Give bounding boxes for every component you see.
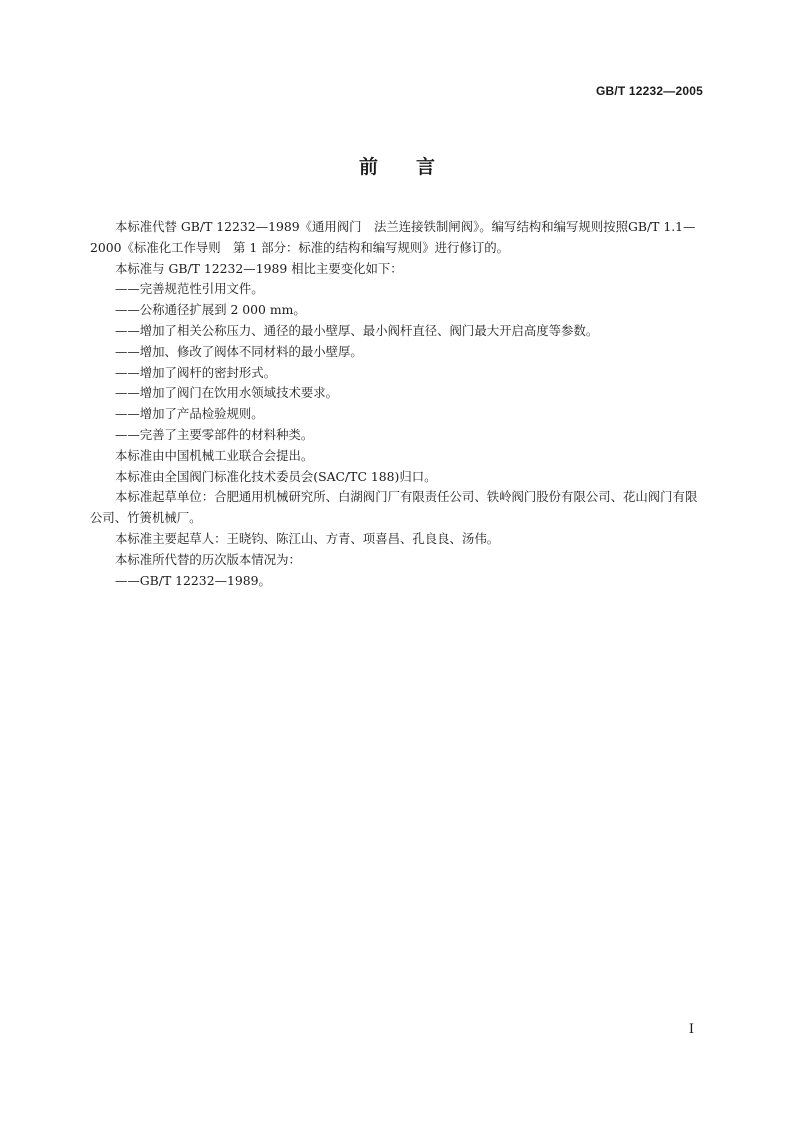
standard-number: GB/T 12232—2005 (595, 84, 703, 98)
paragraph-proposer: 本标准由中国机械工业联合会提出。 (115, 447, 314, 463)
paragraph-drafting-units: 本标准起草单位：合肥通用机械研究所、白湖阀门厂有限责任公司、铁岭阀门股份有限公司、花山阀门有限公司、竹箦机械厂。 (90, 489, 698, 526)
change-item: ——公称通径扩展到 2 000 mm。 (115, 302, 306, 318)
foreword-body (90, 217, 704, 591)
change-item: ——完善了主要零部件的材料种类。 (115, 426, 314, 442)
change-item: ——增加了阀杆的密封形式。 (115, 364, 277, 380)
paragraph-changes-intro: 本标准与 GB/T 12232—1989 相比主要变化如下： (115, 260, 403, 276)
change-item: ——增加了相关公称压力、通径的最小壁厚、最小阀杆直径、阀门最大开启高度等参数。 (115, 322, 599, 338)
history-item: ——GB/T 12232—1989。 (115, 572, 271, 588)
change-item: ——增加、修改了阀体不同材料的最小壁厚。 (115, 343, 363, 359)
paragraph-committee: 本标准由全国阀门标准化技术委员会(SAC/TC 188)归口。 (115, 468, 437, 484)
paragraph-replaces: 本标准代替 GB/T 12232—1989《通用阀门 法兰连接铁制闸阀》。编写结构和编写规则按照GB/T 1.1—2000《标准化工作导则 第 1 部分：标准的结构和编写规则》进行修订的。 (90, 219, 696, 255)
paragraph-history-intro: 本标准所代替的历次版本情况为： (115, 551, 301, 567)
page-title: 前言 (358, 156, 473, 178)
change-item: ——增加了产品检验规则。 (115, 406, 264, 422)
change-item: ——完善规范性引用文件。 (115, 281, 264, 297)
page-number: I (688, 1022, 694, 1037)
paragraph-drafters: 本标准主要起草人：王晓钧、陈江山、方青、项喜昌、孔良良、汤伟。 (115, 530, 500, 546)
change-item: ——增加了阀门在饮用水领域技术要求。 (115, 385, 339, 401)
